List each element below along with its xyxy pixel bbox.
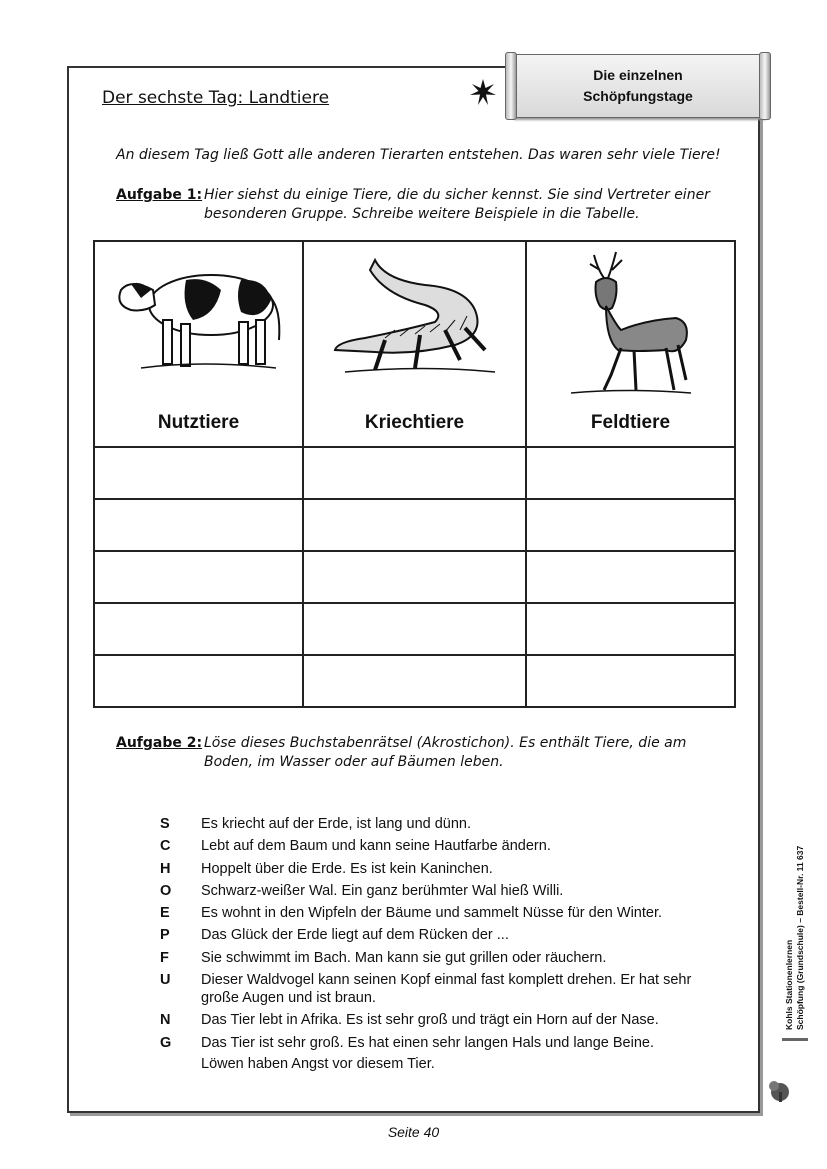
list-item	[160, 860, 720, 878]
acrostic-clue: Lebt auf dem Baum und kann seine Hautfarbe ändern.	[201, 838, 551, 855]
page-number: Seite 40	[387, 1124, 440, 1140]
answer-cell[interactable]	[303, 603, 526, 655]
table-row	[94, 499, 735, 551]
acrostic-letter: N	[160, 1012, 171, 1029]
chapter-banner	[512, 54, 764, 118]
imprint-line-2: Schöpfung (Grundschule) – Bestell-Nr. 11 637	[795, 845, 805, 1030]
list-item	[160, 882, 720, 900]
acrostic-extra-line: Löwen haben Angst vor diesem Tier.	[201, 1055, 435, 1072]
list-item	[160, 926, 720, 944]
imprint-line-1: Kohls Stationenlernen	[784, 939, 794, 1030]
task-1-text: Hier siehst du einige Tiere, die du sicher kennst. Sie sind Vertreter einer besonderen Gruppe. Schreibe weitere Beispiele in die Tabelle.	[204, 187, 710, 222]
answer-cell[interactable]	[526, 603, 735, 655]
acrostic-clue: Das Tier ist sehr groß. Es hat einen sehr langen Hals und lange Beine.	[201, 1034, 654, 1051]
acrostic-letter: H	[160, 860, 171, 877]
acrostic-letter: F	[160, 949, 169, 966]
acrostic-clue: Das Tier lebt in Afrika. Es ist sehr groß und trägt ein Horn auf der Nase.	[201, 1012, 659, 1029]
answer-cell[interactable]	[526, 447, 735, 499]
table-row	[94, 655, 735, 707]
column-head-kriechtiere	[303, 241, 526, 447]
answer-cell[interactable]	[303, 655, 526, 707]
acrostic-letter: O	[160, 882, 172, 899]
acrostic-letter: E	[160, 905, 170, 922]
task-2-text: Löse dieses Buchstabenrätsel (Akrostichon). Es enthält Tiere, die am Boden, im Wasser oder auf Bäumen leben.	[204, 735, 687, 770]
acrostic-clue: Es wohnt in den Wipfeln der Bäume und sammelt Nüsse für den Winter.	[201, 905, 662, 922]
task-1-label: Aufgabe 1:	[116, 187, 203, 203]
list-item	[160, 1034, 720, 1052]
cow-icon	[111, 250, 286, 375]
acrostic-clue: Es kriecht auf der Erde, ist lang und dünn.	[201, 816, 472, 832]
acrostic-letter: P	[160, 927, 170, 944]
answer-cell[interactable]	[94, 655, 303, 707]
answer-cell[interactable]	[94, 499, 303, 551]
banner-line-1: Die einzelnen	[593, 67, 683, 83]
acrostic-clue: Das Glück der Erde liegt auf dem Rücken der ...	[201, 927, 509, 944]
acrostic-letter: C	[160, 838, 171, 855]
acrostic-list	[160, 815, 720, 1072]
intro-text: An diesem Tag ließ Gott alle anderen Tierarten entstehen. Das waren sehr viele Tiere!	[116, 147, 721, 163]
crocodile-icon	[325, 250, 505, 385]
acrostic-letter: G	[160, 1034, 172, 1051]
answer-cell[interactable]	[526, 499, 735, 551]
category-label: Kriechtiere	[364, 412, 465, 433]
acrostic-clue: Schwarz-weißer Wal. Ein ganz berühmter Wal hieß Willi.	[201, 882, 564, 899]
answer-cell[interactable]	[526, 655, 735, 707]
answer-cell[interactable]	[526, 551, 735, 603]
answer-cell[interactable]	[303, 447, 526, 499]
table-row	[94, 603, 735, 655]
acrostic-letter: S	[160, 816, 170, 832]
answer-cell[interactable]	[303, 551, 526, 603]
side-imprint	[784, 800, 820, 1030]
answer-cell[interactable]	[94, 551, 303, 603]
acrostic-clue: Sie schwimmt im Bach. Man kann sie gut grillen oder räuchern.	[201, 949, 607, 966]
list-item	[160, 837, 720, 855]
list-item	[160, 1011, 720, 1029]
answer-cell[interactable]	[303, 499, 526, 551]
animal-table	[93, 240, 736, 708]
list-item	[160, 815, 720, 833]
category-label: Feldtiere	[590, 412, 671, 433]
publisher-logo	[768, 1036, 810, 1104]
column-head-feldtiere	[526, 241, 735, 447]
acrostic-letter: U	[160, 972, 171, 989]
category-label: Nutztiere	[157, 412, 240, 433]
column-head-nutztiere	[94, 241, 303, 447]
acrostic-clue: Hoppelt über die Erde. Es ist kein Kaninchen.	[201, 860, 493, 877]
answer-cell[interactable]	[94, 447, 303, 499]
task-2-label: Aufgabe 2:	[116, 735, 203, 751]
table-row	[94, 551, 735, 603]
deer-icon	[566, 250, 696, 400]
list-item	[160, 971, 720, 1007]
answer-cell[interactable]	[94, 603, 303, 655]
banner-line-2: Schöpfungstage	[583, 88, 693, 104]
table-row	[94, 447, 735, 499]
acrostic-clue: Dieser Waldvogel kann seinen Kopf einmal fast komplett drehen. Er hat sehr große Augen und ist braun.	[201, 972, 692, 1007]
star-icon	[470, 79, 496, 105]
list-item	[160, 949, 720, 967]
list-item	[160, 904, 720, 922]
page-title: Der sechste Tag: Landtiere	[102, 88, 330, 108]
